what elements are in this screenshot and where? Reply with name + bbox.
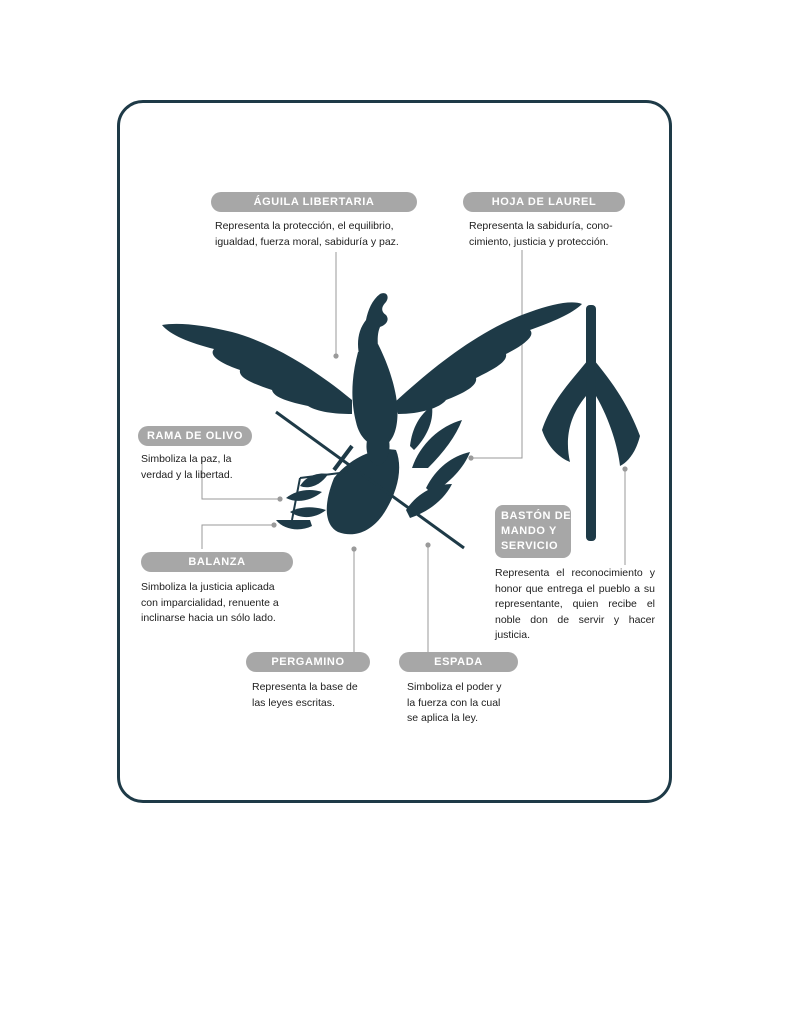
tag-rama-de-olivo: RAMA DE OLIVO xyxy=(138,426,252,446)
eagle-head xyxy=(358,293,388,358)
tag-baston-line-3: SERVICIO xyxy=(501,540,559,552)
tag-espada: ESPADA xyxy=(399,652,518,672)
desc-rama-de-olivo: Simboliza la paz, la verdad y la libertad. xyxy=(141,453,233,481)
desc-hoja-de-laurel: Representa la sabiduría, cono- cimiento, justicia y protección. xyxy=(469,220,613,248)
tag-balanza: BALANZA xyxy=(141,552,293,572)
desc-baston-de-mando: Representa el reconocimiento y honor que entrega el pueblo a su representante, quien recibe el noble don de servir y hacer justicia. xyxy=(495,567,655,641)
baston-staff xyxy=(586,305,596,541)
eagle-right-wing xyxy=(395,302,582,414)
baston-ribbon-right xyxy=(594,360,640,466)
tag-aguila-libertaria: ÁGUILA LIBERTARIA xyxy=(211,192,417,212)
tag-hoja-de-laurel: HOJA DE LAUREL xyxy=(463,192,625,212)
tag-baston-line-1: BASTÓN DE xyxy=(501,510,572,522)
desc-balanza: Simboliza la justicia aplicada con imparcialidad, renuente a inclinarse hacia un sólo lado. xyxy=(141,581,279,624)
eagle-body xyxy=(352,344,397,446)
desc-aguila-libertaria: Representa la protección, el equilibrio, igualdad, fuerza moral, sabiduría y paz. xyxy=(215,220,399,248)
baston-ribbon-left xyxy=(542,360,588,462)
tag-baston-line-2: MANDO Y xyxy=(501,525,557,537)
desc-pergamino: Representa la base de las leyes escritas. xyxy=(252,681,358,709)
tag-baston-de-mando xyxy=(495,505,571,558)
desc-espada: Simboliza el poder y la fuerza con la cual se aplica la ley. xyxy=(407,681,502,724)
eagle-left-wing xyxy=(162,324,352,414)
tag-pergamino: PERGAMINO xyxy=(246,652,370,672)
